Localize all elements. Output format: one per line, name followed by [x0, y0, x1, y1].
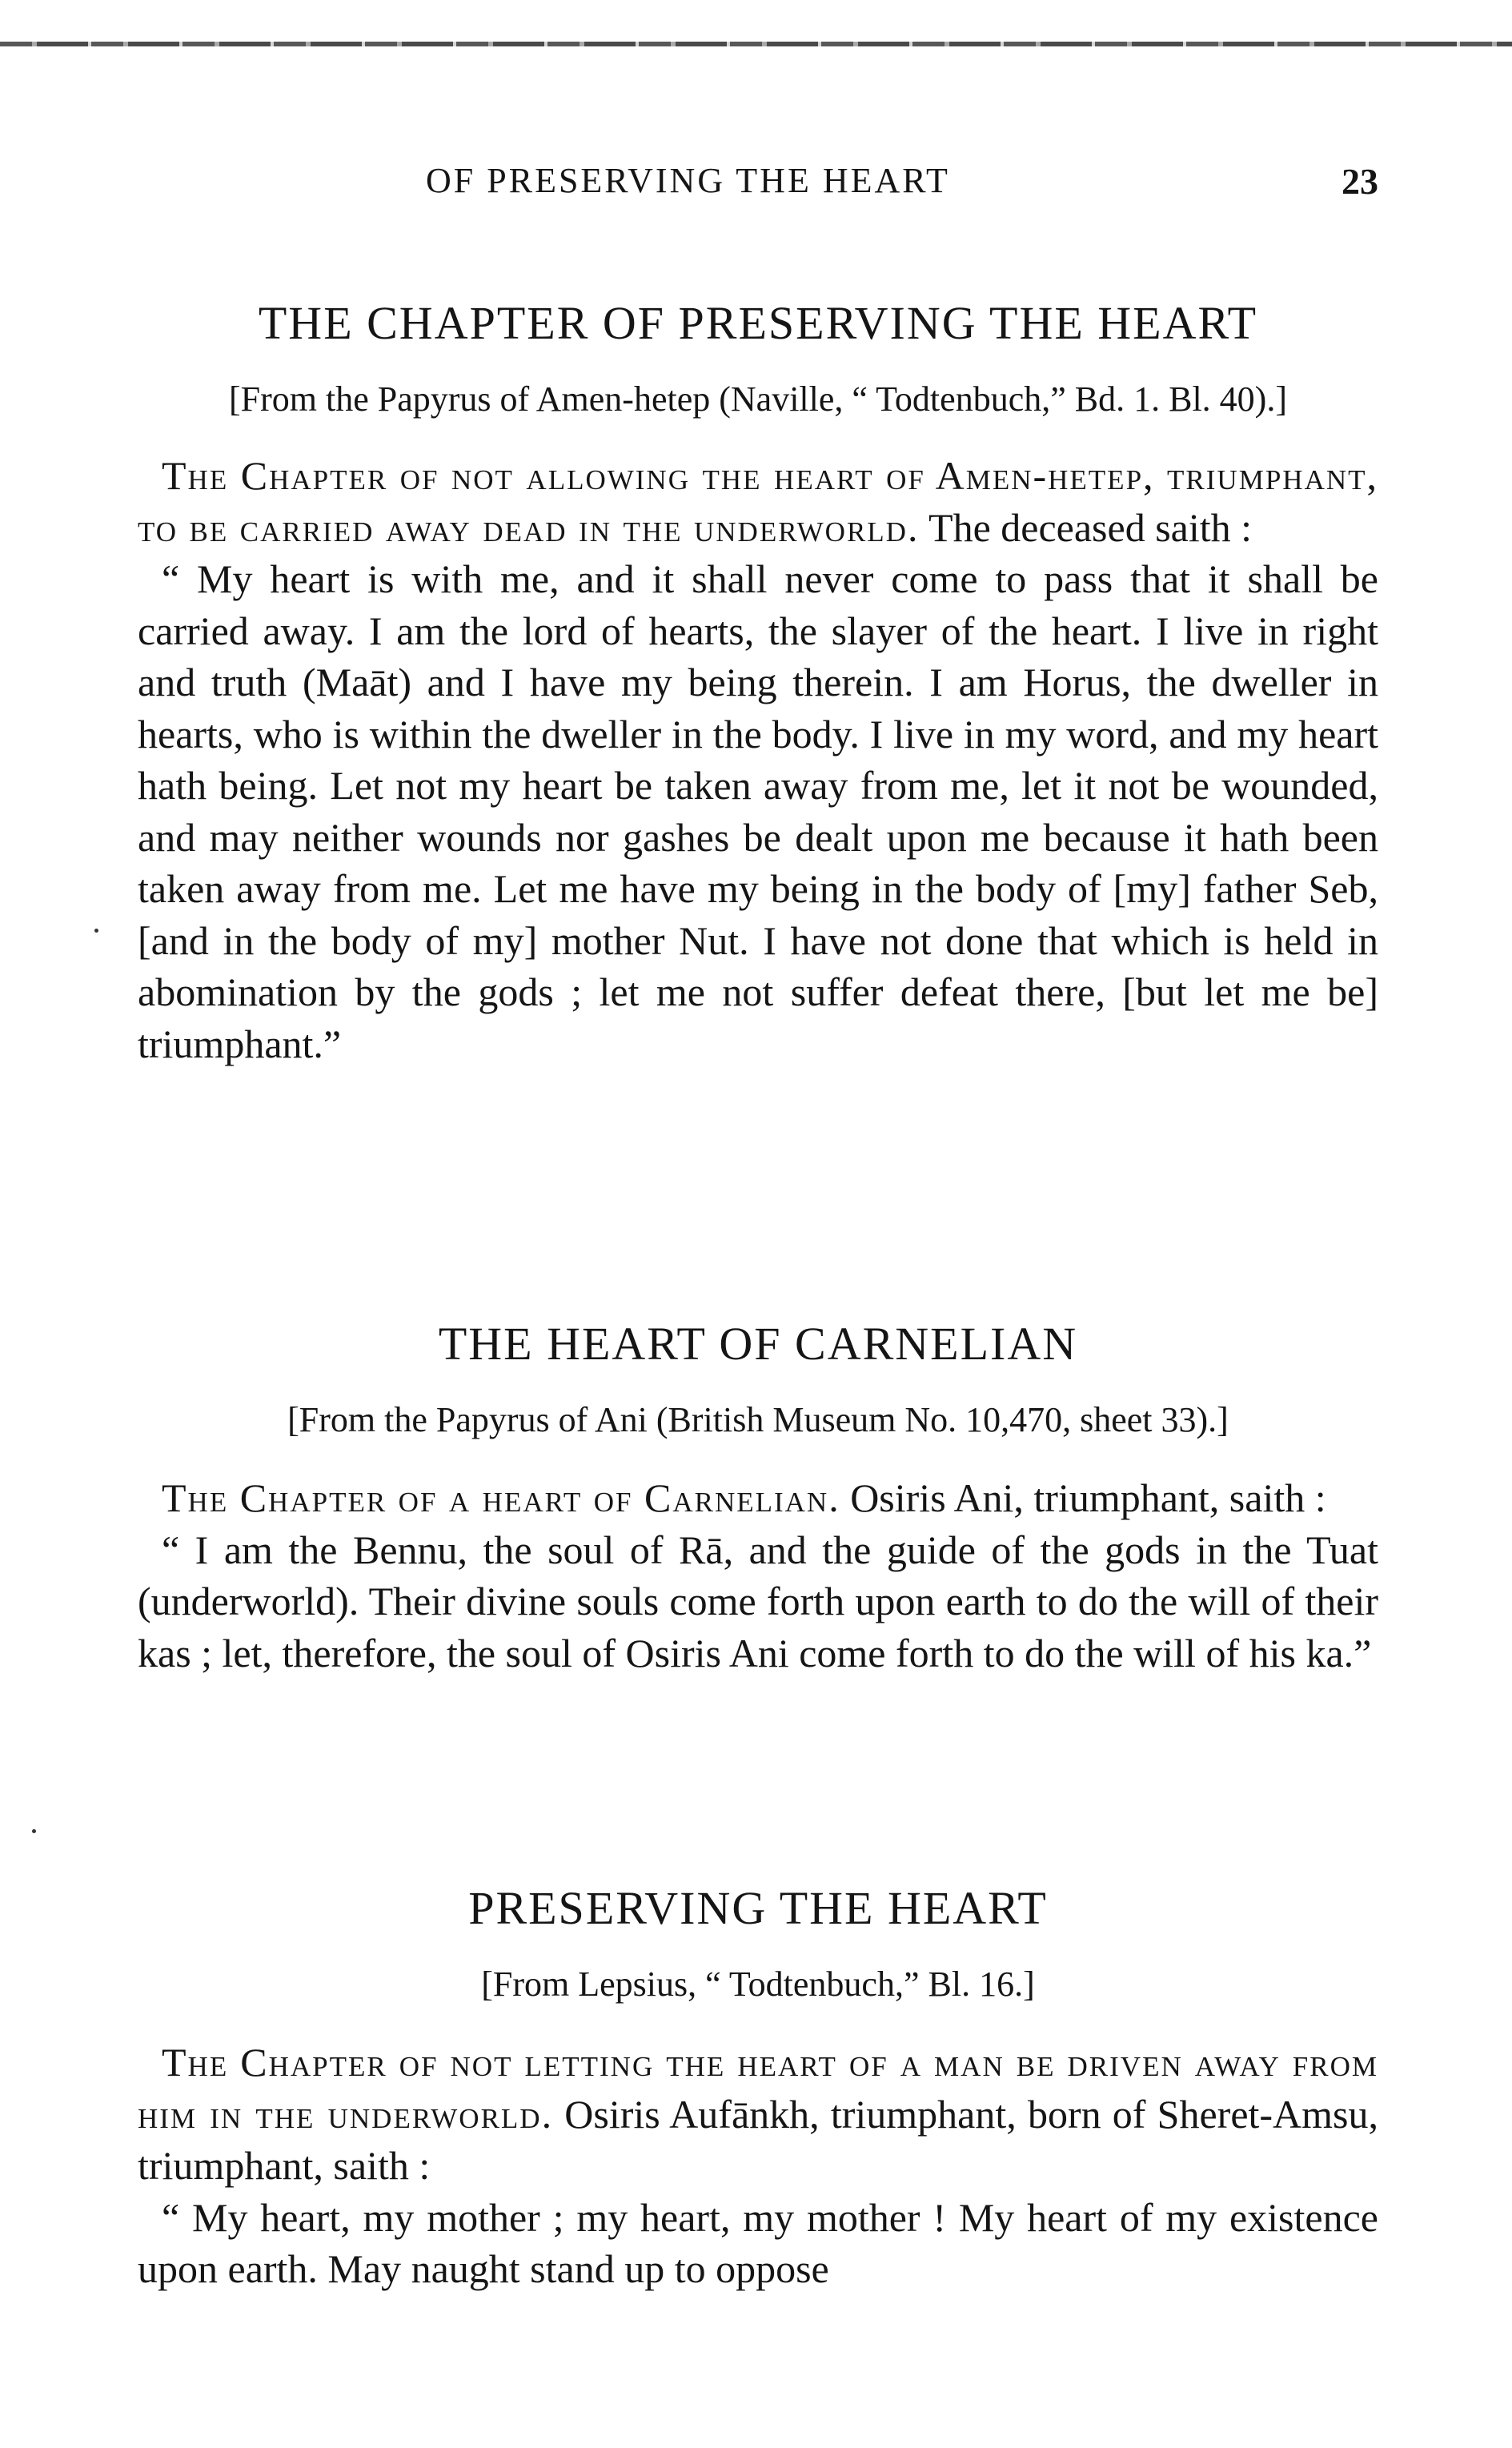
section-title: THE HEART OF CARNELIAN: [438, 1318, 1078, 1370]
scan-speck: [94, 929, 98, 933]
chapter-heading: The Chapter of a heart of Carnelian.: [162, 1475, 840, 1520]
chapter-heading: The Chapter of not allowing the heart of Amen-hetep, triumphant, to be carried away dead in the underworld.: [138, 453, 1378, 550]
section-heart-carnelian: [138, 1317, 1378, 1679]
chapter-heading: The Chapter of not letting the heart of a man be driven away from him in the underworld.: [138, 2040, 1378, 2137]
section-title: THE CHAPTER OF PRESERVING THE HEART: [258, 297, 1258, 349]
section-title: PRESERVING THE HEART: [468, 1882, 1048, 1934]
page-number: 23: [1342, 161, 1378, 202]
chapter-quote: “ My heart, my mother ; my heart, my mother ! My heart of my existence upon earth. May naught stand up to oppose: [138, 2194, 1378, 2291]
chapter-text: [138, 2037, 1378, 2295]
source-citation: [From Lepsius, “ Todtenbuch,” Bl. 16.]: [481, 1964, 1035, 2004]
scan-speck: [32, 1829, 36, 1833]
chapter-text: [138, 1472, 1378, 1679]
chapter-heading-rest: Osiris Ani, triumphant, saith :: [840, 1475, 1326, 1520]
chapter-text: [138, 450, 1378, 1069]
chapter-quote: “ I am the Bennu, the soul of Rā, and the guide of the gods in the Tuat (underworld). Their divine souls come forth upon earth to do the will of their kas ; let, therefore, the soul of Osiris Ani come forth to do the will of his ka.”: [138, 1527, 1378, 1675]
source-citation: [From the Papyrus of Ani (British Museum No. 10,470, sheet 33).]: [287, 1400, 1229, 1439]
source-citation: [From the Papyrus of Amen-hetep (Naville, “ Todtenbuch,” Bd. 1. Bl. 40).]: [229, 379, 1287, 419]
running-head-title: OF PRESERVING THE HEART: [426, 161, 950, 200]
chapter-heading-rest: The deceased saith :: [919, 504, 1253, 550]
scan-edge-artifact: [0, 42, 1512, 46]
section-preserving-heart-lepsius: [138, 1881, 1378, 2295]
section-preserving-heart: [138, 296, 1378, 1069]
running-head: [138, 160, 1378, 208]
chapter-quote: “ My heart is with me, and it shall never come to pass that it shall be carried away. I am the lord of hearts, the slayer of the heart. I live in right and truth (Maāt) and I have my being therein. I am Horus, the dweller in hearts, who is within the dweller in the body. I live in my word, and my heart hath being. Let not my heart be taken away from me, let it not be wounded, and may neither wounds nor gashes be dealt upon me because it hath been taken away from me. Let me have my being in the body of [my] father Seb, [and in the body of my] mother Nut. I have not done that which is held in abomination by the gods ; let me not suffer defeat there, [but let me be] triumphant.”: [138, 556, 1378, 1066]
chapter-heading-rest: Osiris Aufānkh, triumphant, born of Sheret-Amsu, triumphant, saith :: [138, 2091, 1379, 2188]
